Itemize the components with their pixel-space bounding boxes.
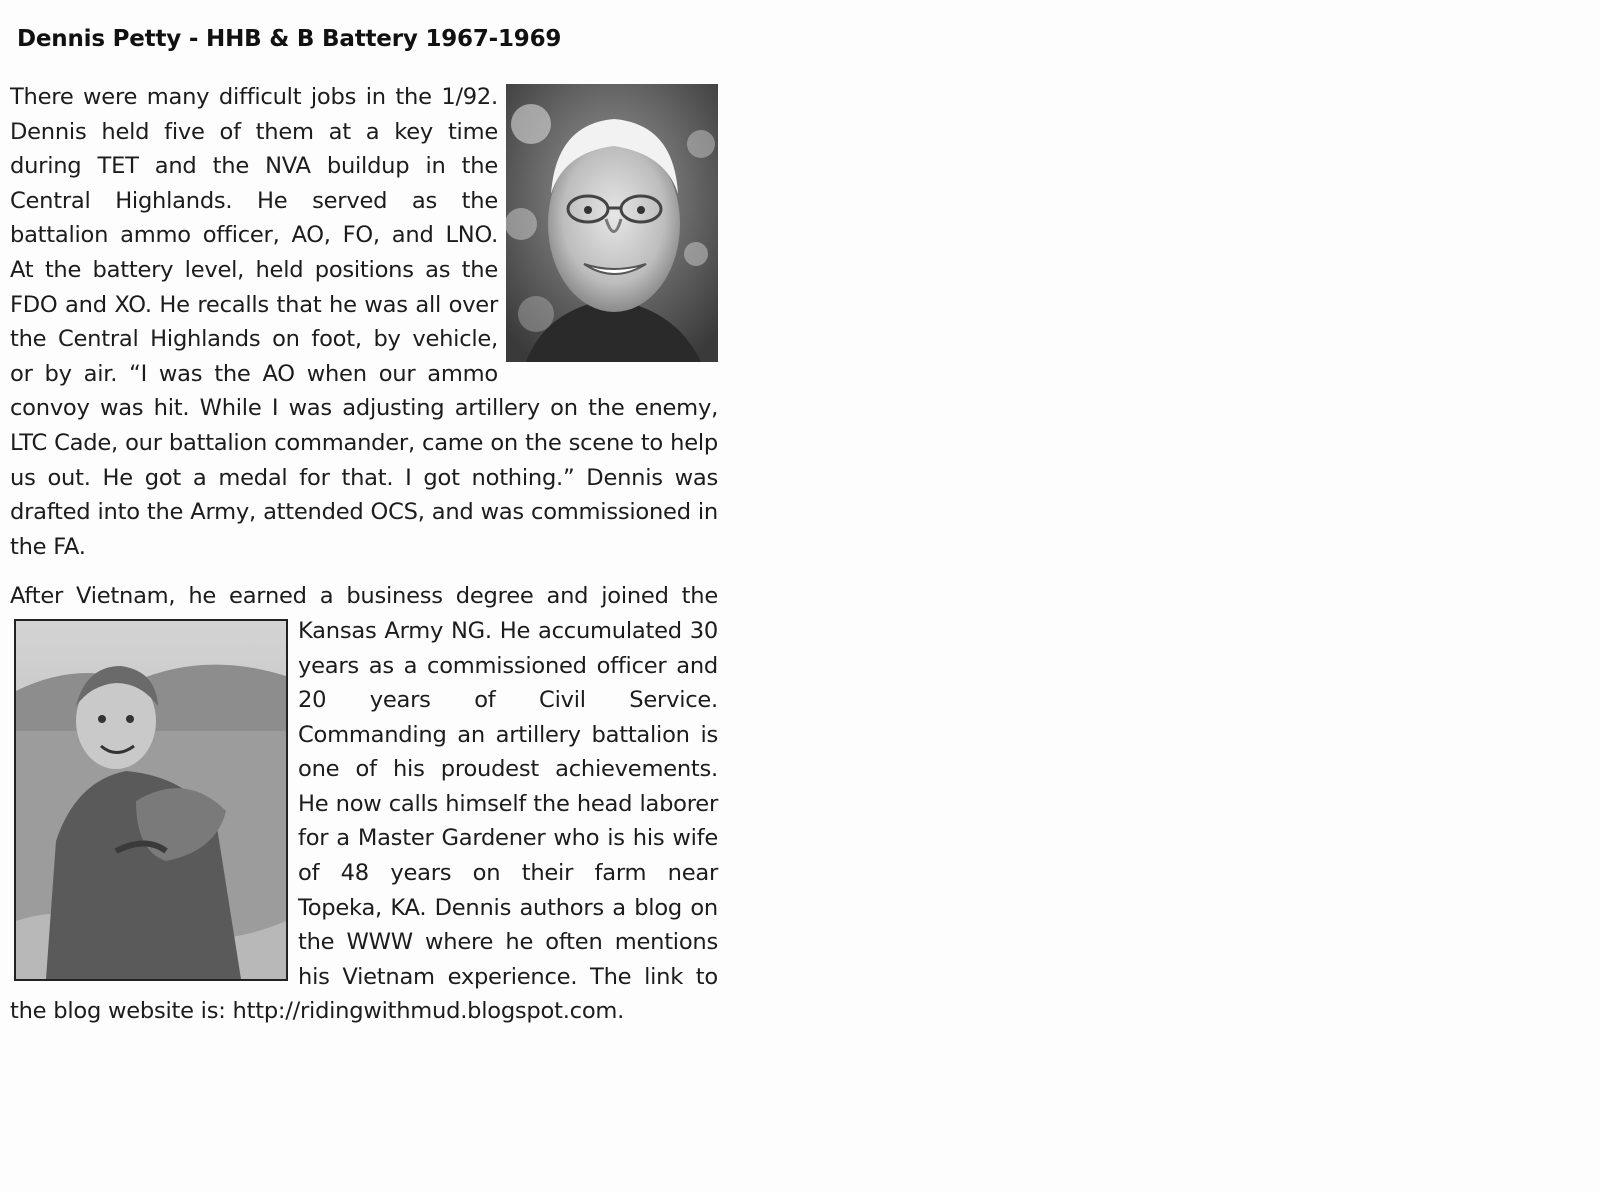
recent-portrait-photo	[506, 84, 718, 362]
vietnam-era-photo	[14, 619, 288, 981]
article-body	[10, 80, 718, 1029]
paragraph-after-vietnam-body: Kansas Army NG. He accumulated 30 years as a commissioned officer and 20 years of Civil Service. Commanding an artillery battalion is one of his proudest achievements. He now calls himself the head laborer for a Master Gardener who is his wife of 48 years on their farm near Topeka, KA. Dennis authors a blog on the WWW where he often mentions his Vietnam experience. The link to the blog website is:	[10, 617, 718, 1025]
page-title: Dennis Petty - HHB & B Battery 1967-1969	[17, 26, 562, 52]
paragraph-service: There were many difficult jobs in the 1/92. Dennis held five of them at a key time during TET and the NVA buildup in the Central Highlands. He served as the battalion ammo officer, AO, FO, and LNO. At the battery level, held positions as the FDO and XO. He recalls that he was all over the Central Highlands on foot, by vehicle, or by air. “I was the AO when our ammo convoy was hit. While I was adjusting artillery on the enemy, LTC Cade, our battalion commander, came on the scene to help us out. He got a medal for that. I got nothing.” Dennis was drafted into the Army, attended OCS, and was commissioned in the FA.	[10, 84, 718, 560]
paragraph-after-vietnam	[10, 579, 718, 1029]
paragraph-after-vietnam-lead: After Vietnam, he earned a business degree and joined the	[10, 583, 718, 610]
blog-link[interactable]: http://ridingwithmud.blogspot.com.	[232, 998, 625, 1025]
